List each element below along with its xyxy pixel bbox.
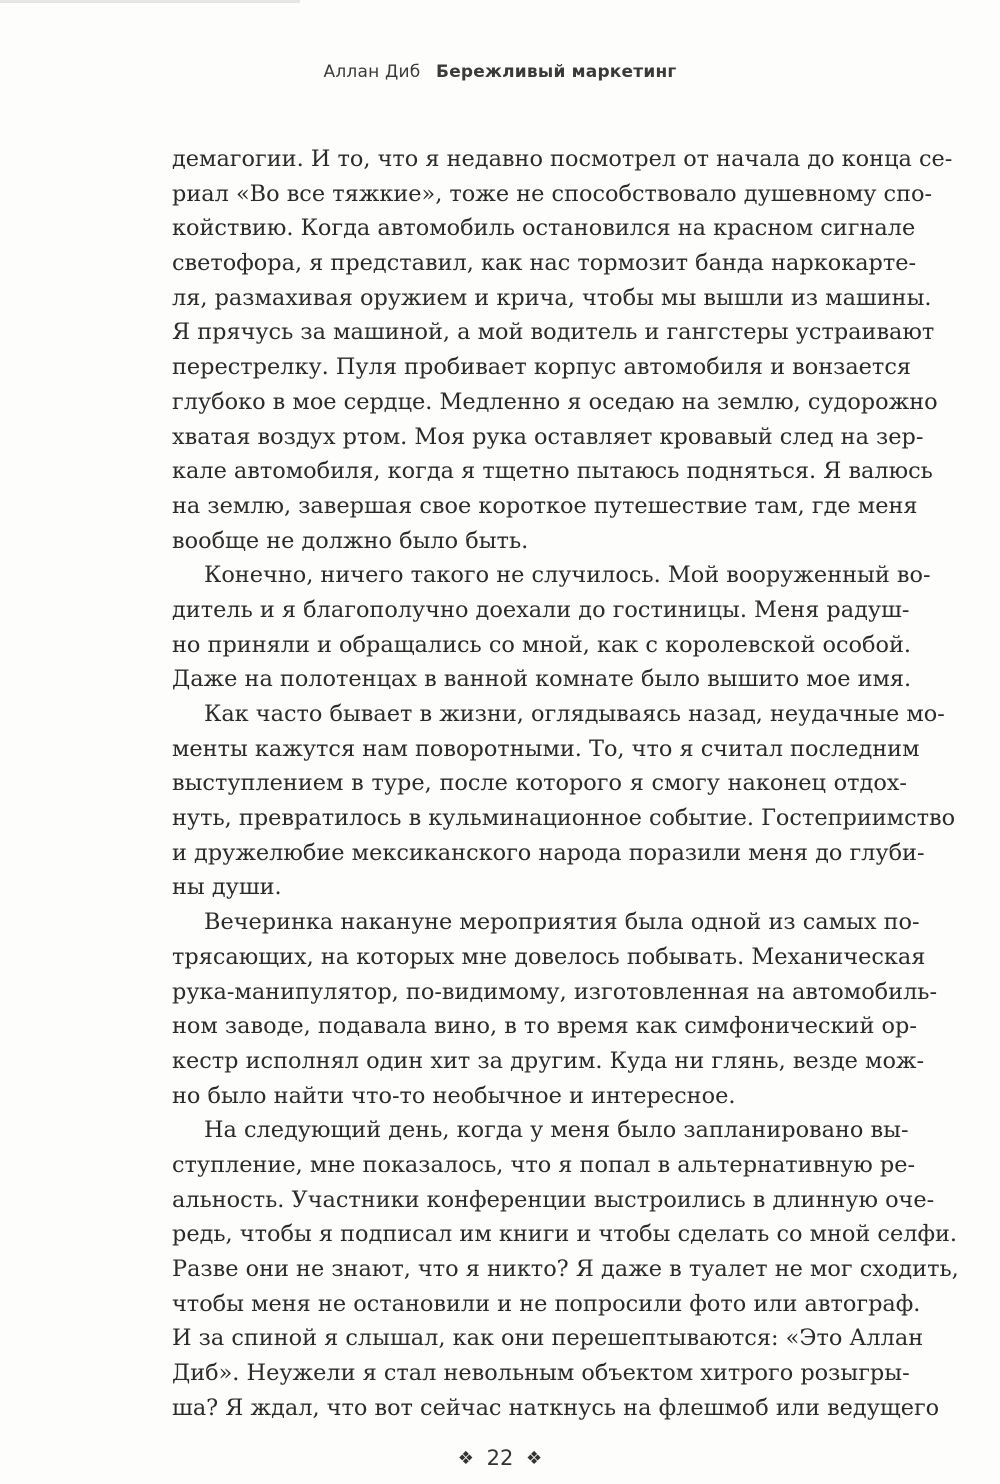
text-line: на землю, завершая свое короткое путешествие там, где меня <box>172 492 918 519</box>
text-line: альность. Участники конференции выстроились в длинную оче- <box>172 1186 935 1213</box>
text-line: хватая воздух ртом. Моя рука оставляет кровавый след на зер- <box>172 423 924 450</box>
text-line: Разве они не знают, что я никто? Я даже в туалет не мог сходить, <box>172 1256 959 1282</box>
text-line: редь, чтобы я подписал им книги и чтобы сделать со мной селфи. <box>172 1221 958 1248</box>
text-line: нуть, превратилось в кульминационное событие. Гостеприимство <box>172 805 956 832</box>
page-number-footer <box>0 1446 1000 1470</box>
text-line: ступление, мне показалось, что я попал в альтернативную ре- <box>172 1151 916 1178</box>
text-line: И за спиной я слышал, как они перешептываются: «Это Аллан <box>172 1325 924 1352</box>
text-line: ля, размахивая оружием и крича, чтобы мы вышли из машины. <box>172 284 932 311</box>
text-line: демагогии. И то, что я недавно посмотрел от начала до конца се- <box>172 146 953 172</box>
running-header <box>0 62 1000 82</box>
text-line: Конечно, ничего такого не случилось. Мой вооруженный во- <box>204 562 931 589</box>
text-line: трясающих, на которых мне довелось побывать. Механическая <box>172 943 926 970</box>
text-line: ны души. <box>172 874 282 901</box>
text-line: ша? Я ждал, что вот сейчас наткнусь на флешмоб или ведущего <box>172 1394 940 1421</box>
text-line: койствию. Когда автомобиль остановился на красном сигнале <box>172 215 916 242</box>
text-line: чтобы меня не остановили и не попросили фото или автограф. <box>172 1290 921 1317</box>
text-line: вообще не должно было быть. <box>172 527 529 554</box>
ornament-right-icon: ❖ <box>526 1448 543 1469</box>
text-line: рука-манипулятор, по-видимому, изготовленная на автомобиль- <box>172 978 938 1005</box>
text-line: ном заводе, подавала вино, в то время как симфонический ор- <box>172 1013 917 1040</box>
text-line: риал «Во все тяжкие», тоже не способствовало душевному спо- <box>172 180 933 207</box>
text-line: и дружелюбие мексиканского народа поразили меня до глуби- <box>172 839 925 866</box>
text-line: светофора, я представил, как нас тормозит банда наркокарте- <box>172 250 917 277</box>
text-line: Я прячусь за машиной, а мой водитель и гангстеры устраивают <box>172 319 935 346</box>
ornament-left-icon: ❖ <box>457 1448 474 1469</box>
text-line: дитель и я благополучно доехали до гостиницы. Меня радуш- <box>172 596 910 623</box>
text-line: Как часто бывает в жизни, оглядываясь назад, неудачные мо- <box>204 701 945 727</box>
text-line: кестр исполнял один хит за другим. Куда ни глянь, везде мож- <box>172 1047 925 1074</box>
text-line: но приняли и обращались со мной, как с королевской особой. <box>172 631 912 658</box>
text-line: глубоко в мое сердце. Медленно я оседаю на землю, судорожно <box>172 388 938 415</box>
text-line: Диб». Неужели я стал невольным объектом хитрого розыгры- <box>172 1360 910 1387</box>
body-text <box>172 142 959 1425</box>
text-line: кале автомобиля, когда я тщетно пытаюсь подняться. Я валюсь <box>172 458 933 485</box>
text-line: На следующий день, когда у меня было запланировано вы- <box>204 1117 909 1144</box>
text-line: выступлением в туре, после которого я смогу наконец отдох- <box>172 770 907 797</box>
text-line: Вечеринка накануне мероприятия была одной из самых по- <box>204 909 920 936</box>
text-line: Даже на полотенцах в ванной комнате было вышито мое имя. <box>172 666 912 693</box>
text-line: менты кажутся нам поворотными. То, что я считал последним <box>172 735 920 762</box>
header-book-title: Бережливый маркетинг <box>436 62 677 82</box>
scan-edge <box>0 0 300 3</box>
text-line: но было найти что-то необычное и интересное. <box>172 1082 736 1109</box>
header-author: Аллан Диб <box>323 62 421 82</box>
page-number: 22 <box>486 1446 514 1470</box>
text-line: перестрелку. Пуля пробивает корпус автомобиля и вонзается <box>172 354 911 381</box>
